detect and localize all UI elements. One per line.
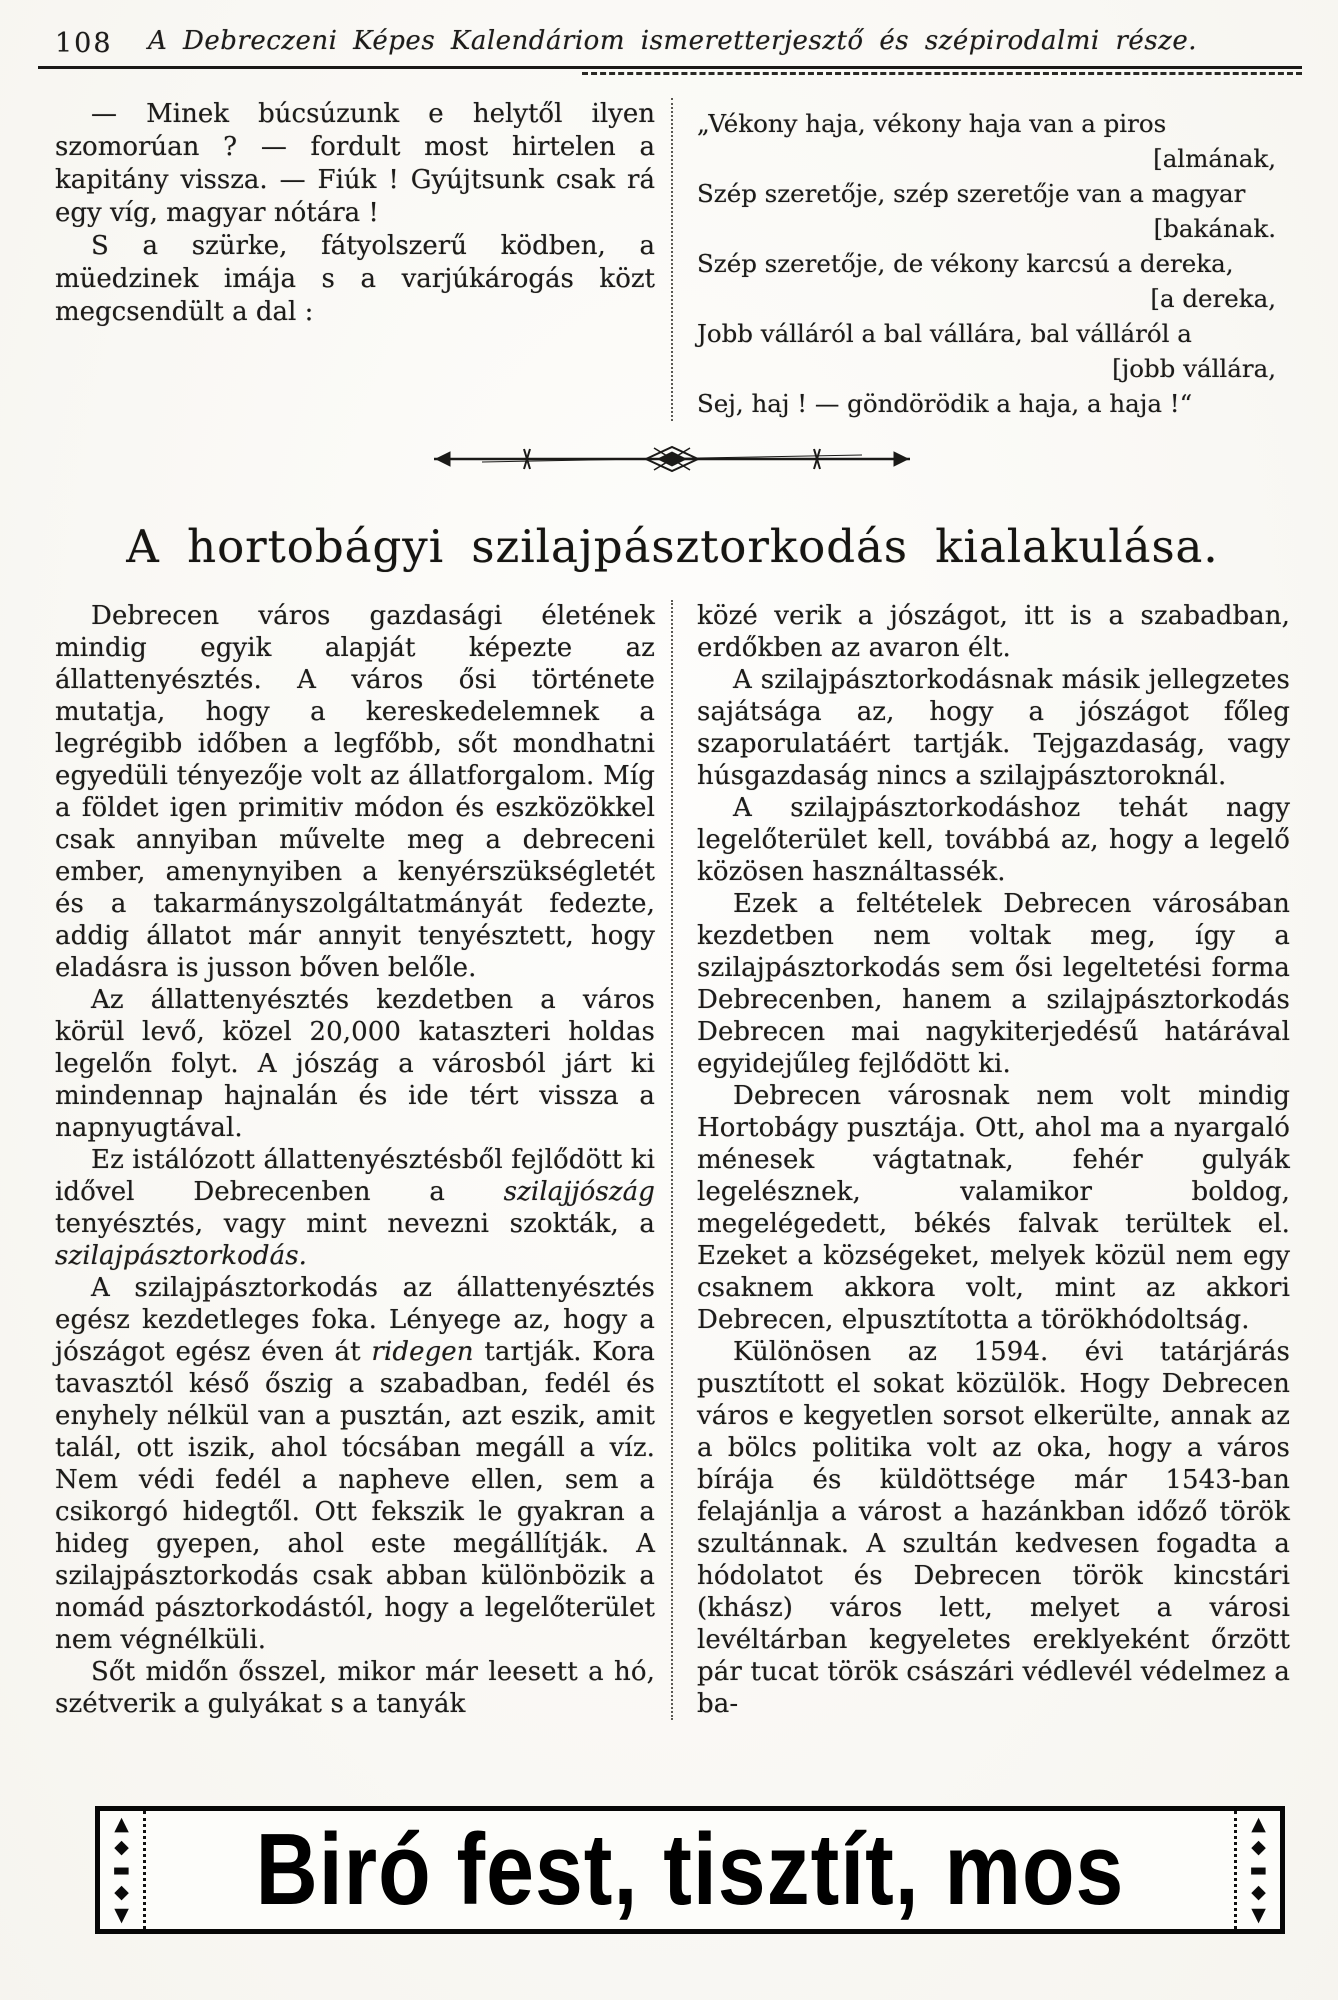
verse-line: „Vékony haja, vékony haja van a piros [697,109,1167,138]
text-run: közé verik a jószágot, itt is a szabadban, erdőkben az avaron élt. [697,601,1290,663]
italic-text-run: ridegen [371,1337,474,1367]
verse-line: Szép szeretője, szép szeretője van a magyar [697,179,1246,208]
italic-text-run: szilajjószág [503,1177,655,1207]
story-section [55,98,1290,421]
text-run: A szilajpásztorkodásnak másik jellegzetes sajátsága az, hogy a jószágot főleg szaporulatáért tartják. Tejgazdaság, vagy húsgazdaság nincs a szilajpásztoroknál. [697,665,1290,791]
page-number: 108 [55,28,113,59]
article-paragraph [697,600,1290,664]
text-run: Debrecen városnak nem volt mindig Hortobágy pusztája. Ott, ahol ma a nyargaló ménesek vágtatnak, fehér gulyák legelésznek, valamikor boldog, megelégedett, békés falvak terültek el. Ezeket a községeket, melyek közül nem egy csaknem akkora volt, mint az akkori Debrecen, elpusztította a törökhódoltság. [697,1081,1290,1335]
diamond-icon: ◆ [114,1835,129,1858]
text-run: Ezek a feltételek Debrecen városában kezdetben nem voltak meg, így a szilajpásztorkodás sem ősi legeltetési forma Debrecenben, hanem a szilajpásztorkodás Debrecen mai nagykiterjedésű határával egyidejűleg fejlődött ki. [697,889,1290,1079]
text-run: tenyésztés, vagy mint nevezni szokták, a [55,1209,655,1239]
diamond-icon: ◆ [114,1881,129,1904]
verse-line: Jobb válláról a bal vállára, bal válláról a [697,319,1192,348]
verse-line-carry: [jobb vállára, [1112,354,1276,383]
header-rule [38,66,1302,69]
article-paragraph [697,664,1290,792]
ad-border-ornament-left [100,1811,146,1929]
article-paragraph [55,600,655,984]
article-title: A hortobágyi szilajpásztorkodás kialakulása. [126,520,1219,573]
running-head [55,26,1290,60]
article-paragraph [55,1272,655,1656]
story-paragraph: — Minek búcsúzunk e helytől ilyen szomorúan ? — fordult most hirtelen a kapitány vissza. — Fiúk ! Gyújtsunk csak rá egy víg, magyar nótára ! [55,99,655,228]
text-run: A szilajpásztorkodás az állattenyésztés egész kezdetleges foka. Lényege az, hogy a jószágot egész éven át [55,1273,655,1367]
article-paragraph [55,1656,655,1720]
bar-icon: ▬ [112,1858,131,1881]
article-paragraph [697,888,1290,1080]
verse-line: Szép szeretője, de vékony karcsú a dereka, [697,249,1234,278]
diamond-icon: ◆ [1251,1881,1266,1904]
triangle-down-icon: ▼ [114,1904,129,1926]
running-title: A Debreczeni Képes Kalendáriom ismeretterjesztő és szépirodalmi része. [147,26,1198,56]
story-left-column [55,98,655,421]
verse-line-carry: [a dereka, [1150,284,1276,313]
ad-border-ornament-right [1234,1811,1280,1929]
article-paragraph [697,1080,1290,1336]
text-run: Ez istálózott állattenyésztésből fejlődött ki idővel Debrecenben a [55,1145,655,1207]
article-paragraph [697,1336,1290,1720]
article-body [55,600,1290,1720]
verse-block [671,98,1290,421]
triangle-up-icon: ▲ [114,1813,129,1835]
ad-text: Biró fest, tisztít, mos [255,1812,1125,1927]
italic-text-run: szilajpásztorkodás. [55,1241,308,1271]
text-run: Az állattenyésztés kezdetben a város körül levő, közel 20,000 kataszteri holdas legelőn folyt. A jószág a városból járt ki mindennap hajnalán és ide tért vissza a napnyugtával. [55,985,655,1143]
section-divider [432,444,912,474]
verse-line: Sej, haj ! — göndörödik a haja, a haja !“ [697,389,1193,418]
diamond-icon: ◆ [1251,1835,1266,1858]
advertisement-banner [95,1806,1285,1934]
article-paragraph [55,1144,655,1272]
text-run: A szilajpásztorkodáshoz tehát nagy legelőterület kell, továbbá az, hogy a legelő közösen használtassék. [697,793,1290,887]
text-run: Sőt midőn ősszel, mikor már leesett a hó, szétverik a gulyákat s a tanyák [55,1657,655,1719]
text-run: Különösen az 1594. évi tatárjárás pusztított el sokat közülök. Hogy Debrecen város e kegyetlen sorsot elkerülte, annak az a bölcs politika volt az oka, hogy a város bírája és küldöttsége már 1543-ban felajánlja a várost a hazánkban időző török szultánnak. A szultán kedvesen fogadta a hódolatot és Debrecen török kincstári (khász) város lett, melyet a városi levéltárban kegyeletes ereklyeként őrzött pár tucat török császári védlevél védelmez a ba- [697,1337,1290,1719]
article-paragraph [697,792,1290,888]
divider-ornament-icon [432,444,912,474]
verse-line-carry: [almának, [1153,144,1276,173]
text-run: tartják. Kora tavasztól késő őszig a szabadban, fedél és enyhely nélkül van a pusztán, azt eszik, amit talál, ott iszik, ahol tócsában megáll a víz. Nem védi fedél a napheve ellen, sem a csikorgó hidegtől. Ott fekszik le gyakran a hideg gyepen, ahol este megállítják. A szilajpásztorkodás csak abban különbözik a nomád pásztorkodástól, hogy a legelőterület nem végnélküli. [55,1337,655,1655]
article-right-column [671,600,1290,1720]
triangle-down-icon: ▼ [1251,1904,1266,1926]
story-paragraph: S a szürke, fátyolszerű ködben, a müedzinek imája s a varjúkárogás közt megcsendült a dal : [55,231,655,327]
text-run: Debrecen város gazdasági életének mindig egyik alapját képezte az állattenyésztés. A város ősi története mutatja, hogy a kereskedelemnek a legrégibb időben a legfőbb, sőt mondhatni egyedüli tényezője volt az állatforgalom. Míg a földet igen primitiv módon és eszközökkel csak annyiban művelte meg a debreceni ember, amenynyiben a kenyérszükségletét és a takarmányszolgáltatmányát fedezte, addig állatot már annyit tenyésztett, hogy eladásra is jusson bőven belőle. [55,601,655,983]
article-left-column [55,600,655,1720]
verse-line-carry: [bakának. [1153,214,1276,243]
article-paragraph [55,984,655,1144]
triangle-up-icon: ▲ [1251,1813,1266,1835]
bar-icon: ▬ [1249,1858,1268,1881]
